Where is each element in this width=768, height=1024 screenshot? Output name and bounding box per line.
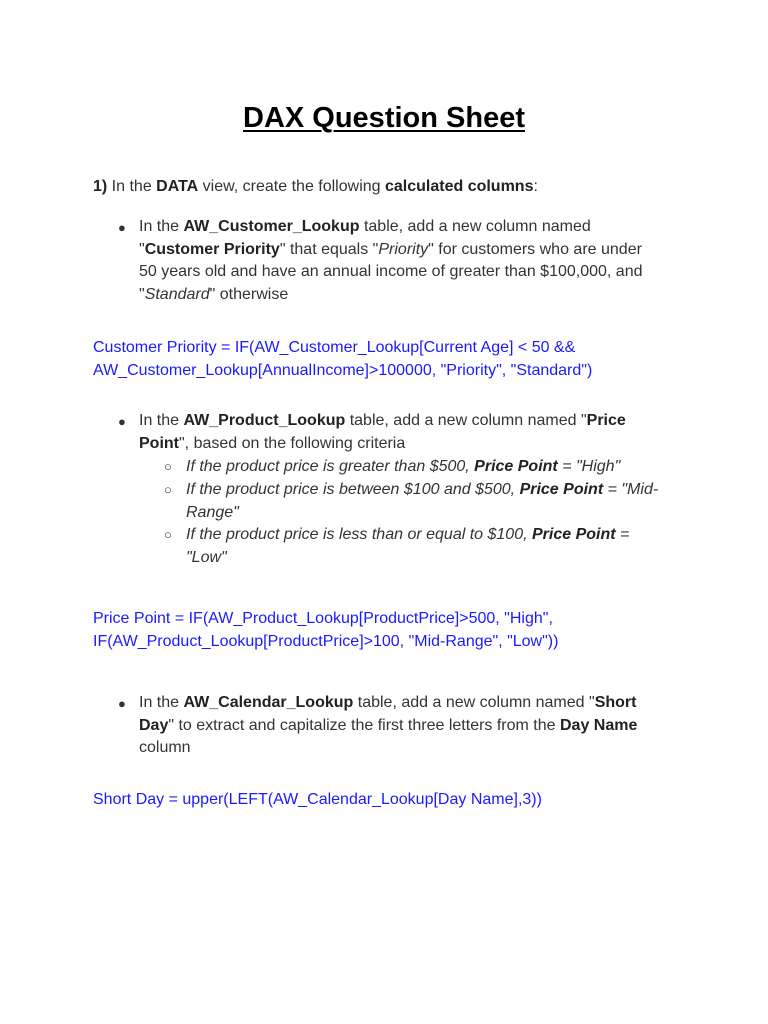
question-1-intro: 1) In the DATA view, create the following calculated columns:: [93, 178, 538, 195]
bullet-text: In the AW_Customer_Lookup table, add a new column named "Customer Priority" that equals "Priority" for customers who are under 50 years old and have an annual income of greater than $100,000, and "Standard" otherwise: [139, 218, 643, 303]
dax-formula-price-point: Price Point = IF(AW_Product_Lookup[ProductPrice]>500, "High", IF(AW_Product_Lookup[ProductPrice]>100, "Mid-Range", "Low")): [93, 610, 559, 650]
sub-bullet-marker: ○: [164, 459, 172, 474]
question-number: 1): [93, 178, 108, 195]
document-page: DAX Question Sheet 1) In the DATA view, create the following calculated columns: ● In the AW_Customer_Lookup table, add a new column named "Customer Priority" that equals "Priority" for customers who are under 50 years old and have an annual income of greater than $100,000, and "Standard" otherwise Customer Priority = IF(AW_Customer_Lookup[Current Age] < 50 && AW_Customer_Lookup[AnnualIncome]>100000, "Priority", "Standard") ● In the AW_Product_Lookup table, add a new column named "Price Point", based on the following criteria ○ If the product price is greater than $500, Price Point = "High" ○ If the product price is between $100 and $500, Price Point = "Mid-Range" ○ If the product price is less than or equal to $100, Price Point = "Low" Price Point = IF(AW_Product_Lookup[ProductPrice]>500, "High", IF(AW_Product_Lookup[ProductPrice]>100, "Mid-Range", "Low")) ● In the AW_Calendar_Lookup table, add a new column named "Short Day" to extract and capitalize the first three letters from the Day Name column Short Day = upper(LEFT(AW_Calendar_Lookup[Day Name],3)): [0, 0, 768, 1024]
bullet-marker: ●: [118, 696, 126, 711]
bullet-text: In the AW_Product_Lookup table, add a new column named "Price Point", based on the following criteria: [139, 412, 626, 452]
sub-bullet-marker: ○: [164, 482, 172, 497]
page-title: DAX Question Sheet: [243, 102, 525, 134]
bullet-marker: ●: [118, 220, 126, 235]
dax-formula-short-day: Short Day = upper(LEFT(AW_Calendar_Lookup[Day Name],3)): [93, 791, 542, 808]
bullet-marker: ●: [118, 414, 126, 429]
sub-bullet-marker: ○: [164, 527, 172, 542]
bullet-text: In the AW_Calendar_Lookup table, add a new column named "Short Day" to extract and capitalize the first three letters from the Day Name column: [139, 694, 638, 757]
dax-formula-customer-priority: Customer Priority = IF(AW_Customer_Lookup[Current Age] < 50 && AW_Customer_Lookup[AnnualIncome]>100000, "Priority", "Standard"): [93, 339, 593, 379]
